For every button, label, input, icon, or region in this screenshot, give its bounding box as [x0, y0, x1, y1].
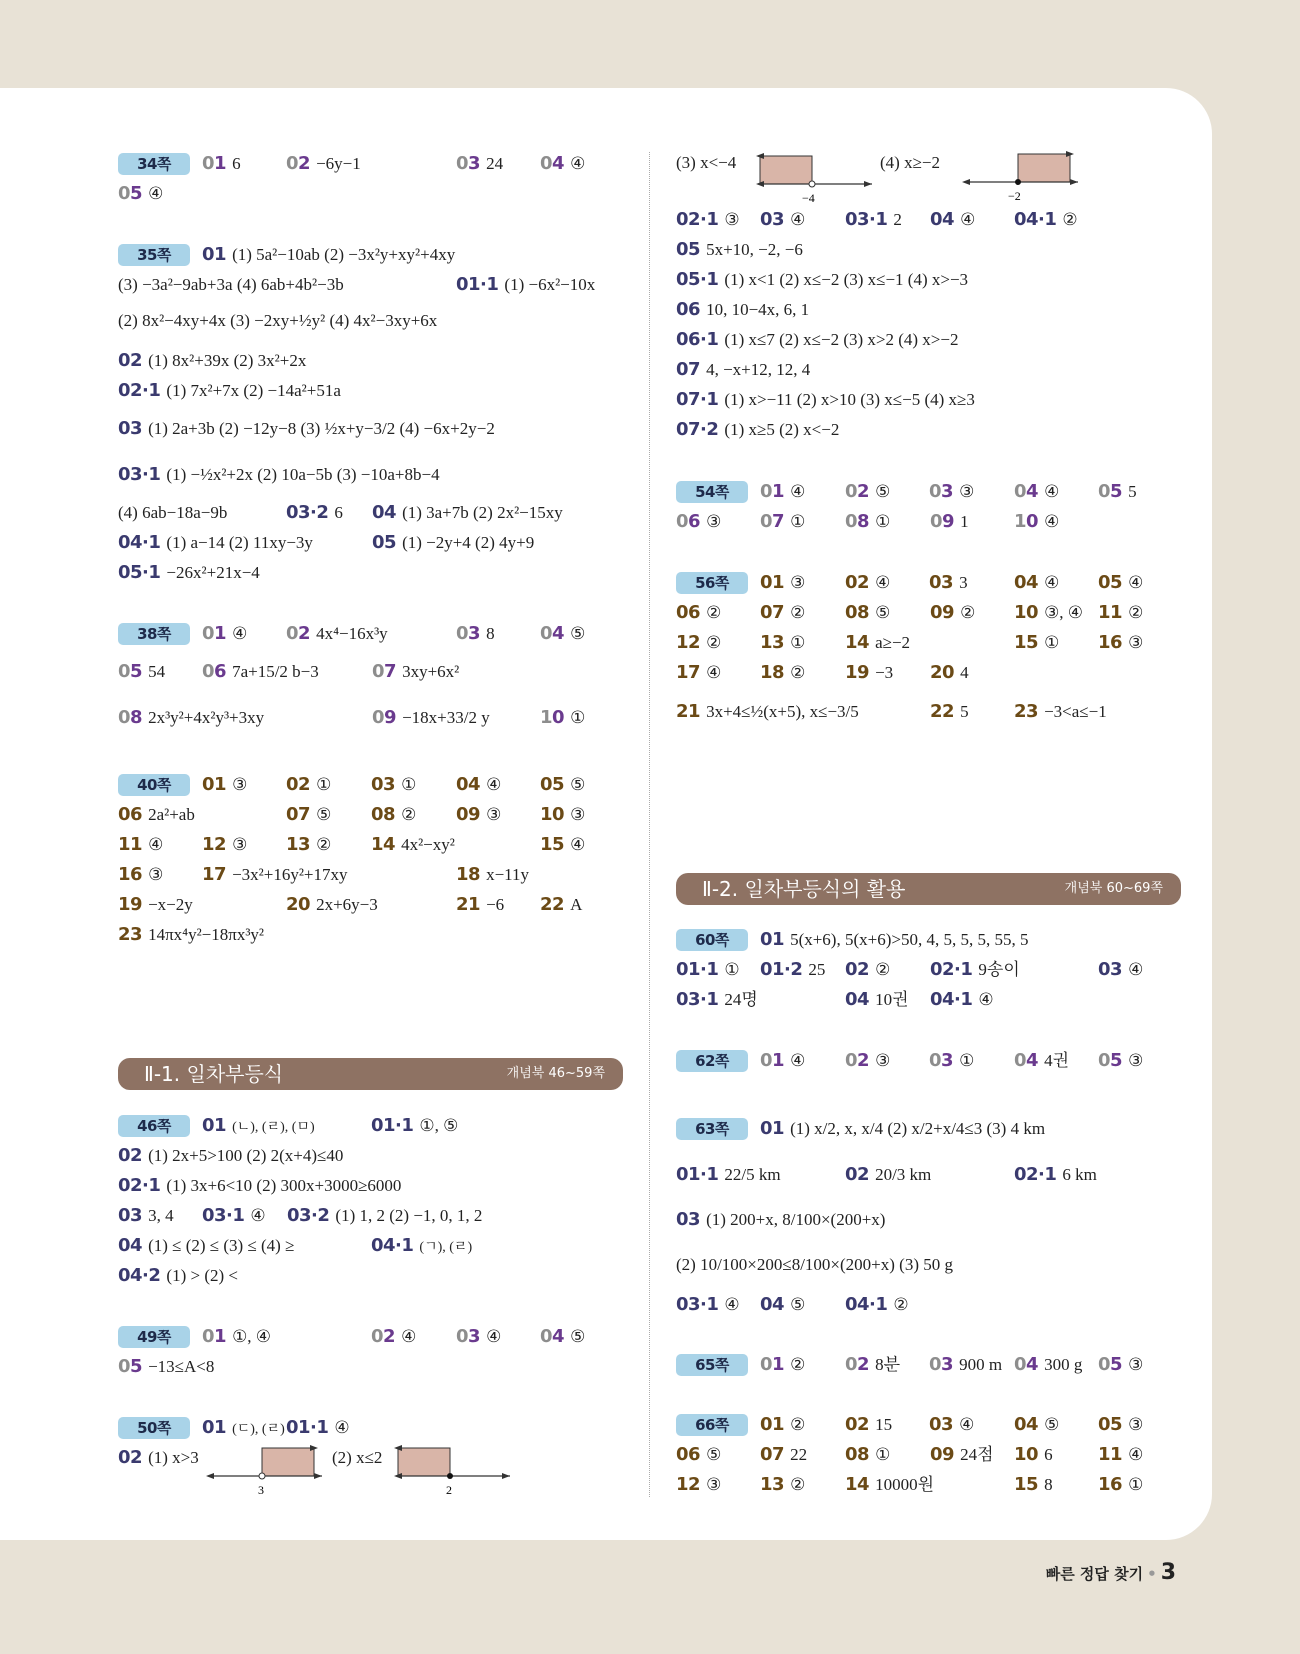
answer-item: 04 ④ [930, 209, 976, 230]
answer-item: 06·1 (1) x≤7 (2) x≤−2 (3) x>2 (4) x>−2 [676, 329, 959, 350]
footer-title: 빠른 정답 찾기 [1045, 1565, 1144, 1583]
answer-item: 01 ④ [760, 1050, 806, 1071]
answer-item: 04 ④ [1014, 481, 1060, 502]
answer-item: 10 ③, ④ [1014, 602, 1084, 623]
answer-item: 15 ① [1014, 632, 1060, 653]
column-divider [649, 152, 650, 1497]
answer-item: 14 4x²−xy² [371, 834, 455, 855]
answer-item: 03 ④ [760, 209, 806, 230]
answer-item: 02·1 (1) 3x+6<10 (2) 300x+3000≥6000 [118, 1175, 402, 1196]
answer-item: 04 300 g [1014, 1354, 1083, 1375]
answer-item: 04 ④ [456, 774, 502, 795]
answer-item: 02 ④ [371, 1326, 417, 1347]
answer-item: 12 ② [676, 632, 722, 653]
answer-item: 03 ① [929, 1050, 975, 1071]
answer-item: 02 ④ [845, 572, 891, 593]
answer-item: 03 ④ [456, 1326, 502, 1347]
answer-item: 05 ④ [1098, 572, 1144, 593]
answer-item: 03 ④ [1098, 959, 1144, 980]
answer-item: 03·1 (1) −½x²+2x (2) 10a−5b (3) −10a+8b−4 [118, 464, 440, 485]
answer-item: 13 ② [286, 834, 332, 855]
page-badge-34: 34쪽 [118, 153, 190, 175]
answer-item: 04·1 ④ [930, 989, 994, 1010]
answer-item: 09 ② [930, 602, 976, 623]
answer-item: 04 4권 [1014, 1050, 1069, 1071]
answer-item: 02 (1) 8x²+39x (2) 3x²+2x [118, 350, 307, 371]
answer-item: 02 (1) x>3 [118, 1447, 199, 1468]
answer-item: 02 8분 [845, 1354, 900, 1375]
answer-item: 03 24 [456, 153, 504, 174]
answer-item: 08 2x³y²+4x²y³+3xy [118, 707, 265, 728]
answer-item: 12 ③ [676, 1474, 722, 1495]
answer-item: (3) −3a²−9ab+3a (4) 6ab+4b²−3b [118, 275, 344, 294]
answer-item: (4) x≥−2 [880, 153, 940, 172]
answer-item: 01·1 (1) −6x²−10x [456, 274, 596, 295]
answer-item: 07 4, −x+12, 12, 4 [676, 359, 811, 380]
page-badge-50: 50쪽 [118, 1417, 190, 1439]
answer-item: 06 10, 10−4x, 6, 1 [676, 299, 810, 320]
answer-item: (2) 8x²−4xy+4x (3) −2xy+½y² (4) 4x²−3xy+6x [118, 311, 438, 330]
answer-item: 10 ① [540, 707, 586, 728]
answer-item: 04 ⑤ [540, 623, 586, 644]
answer-item: 04 ④ [540, 153, 586, 174]
answer-item: 16 ③ [1098, 632, 1144, 653]
number-line-x-lt-neg4 [756, 152, 876, 208]
answer-item: 07 3xy+6x² [372, 661, 460, 682]
answer-item: 08 ② [371, 804, 417, 825]
page-badge-62: 62쪽 [676, 1050, 748, 1072]
answer-item: (3) x<−4 [676, 153, 737, 172]
answer-item: 23 14πx⁴y²−18πx³y² [118, 924, 265, 945]
page-badge-46: 46쪽 [118, 1115, 190, 1137]
answer-item: 03 (1) 2a+3b (2) −12y−8 (3) ½x+y−3/2 (4) −6x+2y−2 [118, 418, 495, 439]
answer-item: 01 (1) 5a²−10ab (2) −3x²y+xy²+4xy [202, 244, 456, 265]
page-footer [1046, 1560, 1176, 1585]
answer-item: 09 24점 [930, 1444, 994, 1465]
answer-item: 02 −6y−1 [286, 153, 361, 174]
answer-item: 21 −6 [456, 894, 505, 915]
answer-item: 02 ⑤ [845, 481, 891, 502]
answer-item: 03·1 24명 [676, 989, 758, 1010]
answer-item: 04 (1) 3a+7b (2) 2x²−15xy [372, 502, 563, 523]
answer-item: 03·1 ④ [202, 1205, 266, 1226]
answer-item: 02 ② [845, 959, 891, 980]
answer-item: 08 ① [845, 1444, 891, 1465]
answer-item: 15 ④ [540, 834, 586, 855]
answer-item: 02·1 ③ [676, 209, 740, 230]
answer-item: 18 ② [760, 662, 806, 683]
answer-item: 07 22 [760, 1444, 808, 1465]
section-banner-inequality [118, 1058, 623, 1090]
page-number: 3 [1160, 1560, 1176, 1585]
answer-item: 01·1 ④ [286, 1417, 350, 1438]
answer-item: 11 ④ [118, 834, 164, 855]
answer-item: 06 2a²+ab [118, 804, 195, 825]
answer-item: 03 (1) 200+x, 8/100×(200+x) [676, 1209, 886, 1230]
page-badge-35: 35쪽 [118, 244, 190, 266]
number-line-x-ge-neg2 [962, 150, 1082, 206]
answer-item: 05 ③ [1098, 1414, 1144, 1435]
section-page-range: 개념북 46~59쪽 [506, 1066, 605, 1081]
answer-item: 04·1 (ㄱ), (ㄹ) [371, 1235, 473, 1256]
answer-item: 03·2 (1) 1, 2 (2) −1, 0, 1, 2 [287, 1205, 483, 1226]
answer-item: (2) 10/100×200≤8/100×(200+x) (3) 50 g [676, 1255, 954, 1274]
answer-item: 05 ③ [1098, 1354, 1144, 1375]
svg-text:−4: −4 [802, 191, 815, 205]
section-page-range: 개념북 60~69쪽 [1064, 881, 1163, 896]
answer-item: 01 5(x+6), 5(x+6)>50, 4, 5, 5, 5, 55, 5 [760, 929, 1029, 950]
number-line-x-gt-3 [206, 1444, 326, 1500]
answer-item: 10 ④ [1014, 511, 1060, 532]
answer-item: 05 (1) −2y+4 (2) 4y+9 [372, 532, 535, 553]
answer-item: 19 −3 [845, 662, 894, 683]
answer-item: 04 ④ [1014, 572, 1060, 593]
answer-item: 13 ① [760, 632, 806, 653]
page-badge-49: 49쪽 [118, 1326, 190, 1348]
answer-item: 02 20/3 km [845, 1164, 932, 1185]
answer-item: 02·1 (1) 7x²+7x (2) −14a²+51a [118, 380, 341, 401]
answer-item: 09 −18x+33/2 y [372, 707, 490, 728]
answer-item: 09 1 [930, 511, 969, 532]
answer-item: 01·1 ①, ⑤ [371, 1115, 459, 1136]
answer-item: 03 ③ [929, 481, 975, 502]
answer-item: 05 54 [118, 661, 166, 682]
section-title: Ⅱ-2. 일차부등식의 활용 [702, 877, 906, 901]
answer-item: 04·1 (1) a−14 (2) 11xy−3y [118, 532, 313, 553]
answer-item: 05 5 [1098, 481, 1137, 502]
answer-item: 15 8 [1014, 1474, 1053, 1495]
answer-item: 01 (1) x/2, x, x/4 (2) x/2+x/4≤3 (3) 4 km [760, 1118, 1046, 1139]
answer-item: 04·1 ② [1014, 209, 1078, 230]
answer-item: 07 ① [760, 511, 806, 532]
answer-item: 03·2 6 [286, 502, 343, 523]
answer-item: 14 10000원 [845, 1474, 934, 1495]
answer-item: 03 3, 4 [118, 1205, 174, 1226]
page-badge-65: 65쪽 [676, 1354, 748, 1376]
answer-item: 02 ① [286, 774, 332, 795]
answer-item: 05 ⑤ [540, 774, 586, 795]
answer-item: 03·1 ④ [676, 1294, 740, 1315]
answer-item: 02·1 9송이 [930, 959, 1020, 980]
answer-item: 03 3 [929, 572, 968, 593]
answer-item: 14 a≥−2 [845, 632, 911, 653]
answer-item: 22 A [540, 894, 583, 915]
number-line-x-le-2 [394, 1444, 514, 1500]
answer-item: 05 −13≤A<8 [118, 1356, 215, 1377]
answer-item: 02 (1) 2x+5>100 (2) 2(x+4)≤40 [118, 1145, 344, 1166]
page-badge-38: 38쪽 [118, 623, 190, 645]
answer-item: 01 ④ [760, 481, 806, 502]
answer-item: 06 ③ [676, 511, 722, 532]
answer-item: 06 ⑤ [676, 1444, 722, 1465]
answer-item: 01 ④ [202, 623, 248, 644]
answer-item: 13 ② [760, 1474, 806, 1495]
answer-item: (2) x≤2 [332, 1448, 383, 1467]
answer-item: 04 ⑤ [1014, 1414, 1060, 1435]
answer-item: 05 ③ [1098, 1050, 1144, 1071]
answer-item: 11 ④ [1098, 1444, 1144, 1465]
answer-item: 01·1 22/5 km [676, 1164, 781, 1185]
svg-text:−2: −2 [1008, 189, 1021, 203]
answer-item: 07·2 (1) x≥5 (2) x<−2 [676, 419, 840, 440]
answer-item: 18 x−11y [456, 864, 530, 885]
answer-item: 10 ③ [540, 804, 586, 825]
answer-item: 11 ② [1098, 602, 1144, 623]
answer-item: 09 ③ [456, 804, 502, 825]
answer-item: 02·1 6 km [1014, 1164, 1097, 1185]
answer-item: 17 −3x²+16y²+17xy [202, 864, 348, 885]
answer-item: 16 ③ [118, 864, 164, 885]
section-title: Ⅱ-1. 일차부등식 [144, 1062, 284, 1086]
answer-item: 16 ① [1098, 1474, 1144, 1495]
answer-item: 10 6 [1014, 1444, 1053, 1465]
answer-item: 01 ③ [202, 774, 248, 795]
answer-item: 07·1 (1) x>−11 (2) x>10 (3) x≤−5 (4) x≥3 [676, 389, 975, 410]
svg-text:2: 2 [446, 1483, 452, 1497]
answer-item: 23 −3<a≤−1 [1014, 701, 1107, 722]
answer-item: 01 6 [202, 153, 241, 174]
answer-item: 01·2 25 [760, 959, 826, 980]
answer-item: 22 5 [930, 701, 969, 722]
answer-item: 07 ⑤ [286, 804, 332, 825]
answer-item: 01 ② [760, 1414, 806, 1435]
answer-item: 05 5x+10, −2, −6 [676, 239, 803, 260]
page-badge-63: 63쪽 [676, 1118, 748, 1140]
answer-item: 04 10권 [845, 989, 909, 1010]
page-badge-40: 40쪽 [118, 774, 190, 796]
page-badge-60: 60쪽 [676, 929, 748, 951]
answer-item: 02 4x⁴−16x³y [286, 623, 388, 644]
answer-item: 04 (1) ≤ (2) ≤ (3) ≤ (4) ≥ [118, 1235, 295, 1256]
answer-item: 03 ① [371, 774, 417, 795]
answer-item: 20 2x+6y−3 [286, 894, 378, 915]
answer-item: 01 ①, ④ [202, 1326, 272, 1347]
page-badge-56: 56쪽 [676, 572, 748, 594]
answer-item: 19 −x−2y [118, 894, 193, 915]
answer-item: 08 ① [845, 511, 891, 532]
answer-item: 03·1 2 [845, 209, 902, 230]
page-badge-54: 54쪽 [676, 481, 748, 503]
bullet-icon: • [1147, 1565, 1157, 1583]
answer-item: 06 ② [676, 602, 722, 623]
answer-item: 02 ③ [845, 1050, 891, 1071]
answer-item: 02 15 [845, 1414, 893, 1435]
page-badge-66: 66쪽 [676, 1414, 748, 1436]
answer-item: 05·1 (1) x<1 (2) x≤−2 (3) x≤−1 (4) x>−3 [676, 269, 969, 290]
svg-text:3: 3 [258, 1483, 264, 1497]
answer-item: 01 ③ [760, 572, 806, 593]
answer-item: 05 ④ [118, 183, 164, 204]
answer-item: 08 ⑤ [845, 602, 891, 623]
answer-item: 04·1 ② [845, 1294, 909, 1315]
answer-item: 04 ⑤ [760, 1294, 806, 1315]
answer-item: 21 3x+4≤½(x+5), x≤−3/5 [676, 701, 859, 722]
answer-item: 07 ② [760, 602, 806, 623]
answer-item: (4) 6ab−18a−9b [118, 503, 228, 522]
answer-item: 04 ⑤ [540, 1326, 586, 1347]
answer-item: 01 (ㄷ), (ㄹ) [202, 1417, 285, 1438]
section-banner-inequality-applications [676, 873, 1181, 905]
answer-item: 03 8 [456, 623, 495, 644]
answer-item: 01·1 ① [676, 959, 740, 980]
answer-item: 03 ④ [929, 1414, 975, 1435]
answer-item: 03 900 m [929, 1354, 1003, 1375]
answer-item: 20 4 [930, 662, 969, 683]
answer-item: 01 ② [760, 1354, 806, 1375]
answer-item: 06 7a+15/2 b−3 [202, 661, 319, 682]
answer-item: 12 ③ [202, 834, 248, 855]
answer-item: 01 (ㄴ), (ㄹ), (ㅁ) [202, 1115, 315, 1136]
answer-item: 05·1 −26x²+21x−4 [118, 562, 260, 583]
answer-item: 17 ④ [676, 662, 722, 683]
answer-item: 04·2 (1) > (2) < [118, 1265, 238, 1286]
